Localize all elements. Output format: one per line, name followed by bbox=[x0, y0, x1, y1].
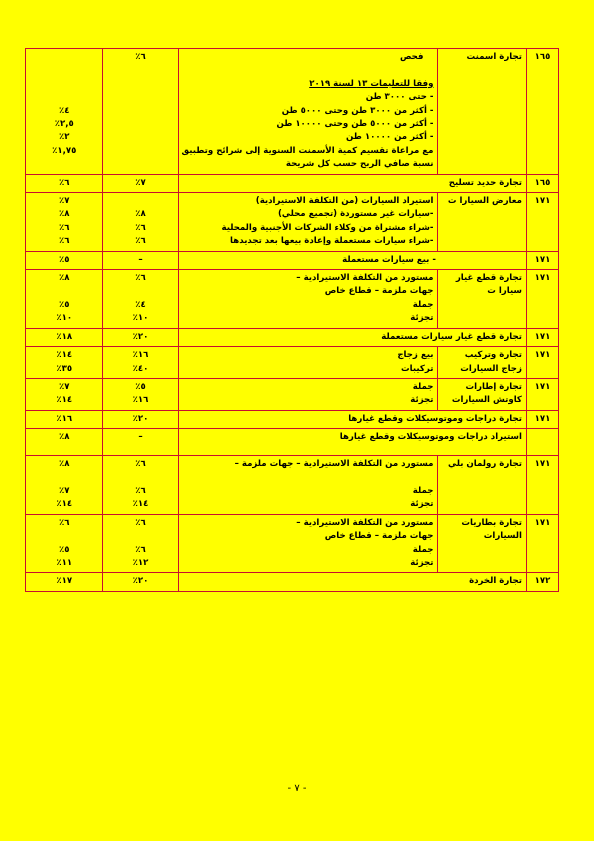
rate-value: ٣٥٪ bbox=[56, 363, 73, 374]
activity-code: ١٧١ bbox=[526, 270, 558, 329]
detail-line: مع مراعاة تقسيم كمية الأسمنت السنوية إلى شرائح وتطبيق bbox=[181, 145, 434, 156]
detail-line: وفقا للتعليمات ١٣ لسنة ٢٠١٩ bbox=[309, 78, 434, 89]
detail-line: -سيارات غير مستوردة (تجميع محلي) bbox=[277, 209, 434, 220]
activity-details bbox=[178, 456, 438, 515]
detail-line: جملة bbox=[412, 485, 434, 496]
rate-column-2 bbox=[26, 378, 103, 410]
detail-line: فحص bbox=[399, 52, 424, 62]
table-row bbox=[26, 193, 559, 252]
detail-line: جهات ملزمة – قطاع خاص bbox=[324, 286, 434, 297]
rate-value: ٦٪ bbox=[135, 273, 146, 284]
rate-value: ٥٪ bbox=[58, 299, 70, 310]
detail-line: - أكثر من ١٠٠٠٠ طن bbox=[346, 132, 434, 143]
detail-line: جهات ملزمة – قطاع خاص bbox=[324, 531, 434, 542]
activity-name: تجارة بطاريات السيارات bbox=[438, 514, 526, 573]
activity-code: ١٧١ bbox=[526, 193, 558, 252]
rate-value: ١٦٪ bbox=[132, 395, 149, 406]
activity-code: ١٧١ bbox=[526, 514, 558, 573]
detail-line: - أكثر من ٥٠٠٠ طن وحتى ١٠٠٠٠ طن bbox=[276, 119, 434, 130]
activity-name: استيراد دراجات وموتوسيكلات وقطع غيارها bbox=[178, 429, 526, 456]
rate-column-2 bbox=[26, 456, 103, 515]
activity-name: تجارة رولمان بلي bbox=[438, 456, 526, 515]
rate-value: ٧٪ bbox=[58, 381, 70, 392]
detail-line: تجزئة bbox=[410, 313, 434, 324]
rate-value: ٧٪ bbox=[103, 174, 178, 192]
rate-value: ١٠٪ bbox=[132, 313, 149, 324]
detail-line: تركيبات bbox=[401, 363, 434, 374]
activity-code: ١٦٥ bbox=[526, 174, 558, 192]
detail-line: -شراء مشتراة من وكلاء الشركات الأجنبية والمحلية bbox=[221, 222, 434, 233]
activity-name: تجارة إطارات كاوتش السيارات bbox=[438, 378, 526, 410]
detail-line: مستورد من التكلفة الاستيرادية – bbox=[296, 273, 434, 284]
table-row bbox=[26, 573, 559, 591]
rate-value: ٥٪ bbox=[135, 381, 146, 392]
rate-value: ٤٪ bbox=[135, 299, 146, 310]
detail-line: جملة bbox=[412, 381, 434, 392]
rate-value: ٧٪ bbox=[58, 196, 70, 207]
rate-column-1 bbox=[103, 193, 178, 252]
rate-value: ١٤٪ bbox=[56, 350, 73, 361]
detail-line: تجزئة bbox=[410, 499, 434, 510]
activity-name: تجارة الخردة bbox=[178, 573, 526, 591]
activity-details bbox=[178, 347, 438, 379]
detail-line: بيع زجاج bbox=[397, 350, 434, 361]
detail-line bbox=[183, 472, 434, 485]
rate-value: ١١٪ bbox=[56, 557, 73, 568]
rate-value: ٥٪ bbox=[26, 251, 103, 269]
rate-value: ٢٠٪ bbox=[103, 573, 178, 591]
rate-value: ٦٪ bbox=[135, 485, 146, 496]
activity-code: ١٧١ bbox=[526, 328, 558, 346]
detail-line: - أكثر من ٣٠٠٠ طن وحتى ٥٠٠٠ طن bbox=[281, 105, 434, 116]
detail-line: مستورد من التكلفة الاستيرادية – bbox=[296, 517, 434, 528]
table-row bbox=[26, 251, 559, 269]
table-row bbox=[26, 429, 559, 456]
rate-column-1 bbox=[103, 347, 178, 379]
activity-code: ١٧١ bbox=[526, 410, 558, 428]
table-row bbox=[26, 347, 559, 379]
detail-line: جملة bbox=[412, 299, 434, 310]
rate-column-1 bbox=[103, 378, 178, 410]
detail-line: جملة bbox=[412, 544, 434, 555]
rate-value: – bbox=[103, 429, 178, 456]
rate-value: – bbox=[103, 251, 178, 269]
rate-column-2 bbox=[26, 193, 103, 252]
activity-name: تجارة اسمنت bbox=[438, 49, 526, 175]
table-row bbox=[26, 410, 559, 428]
rate-value: ٦٪ bbox=[135, 459, 146, 470]
rate-value: ٦٪ bbox=[58, 222, 70, 233]
table-row bbox=[26, 378, 559, 410]
rate-value: ٦٪ bbox=[26, 174, 103, 192]
rate-value: ٦٪ bbox=[58, 517, 70, 528]
table-row bbox=[26, 328, 559, 346]
rate-column-2 bbox=[26, 270, 103, 329]
activity-details bbox=[178, 193, 438, 252]
rate-column-1 bbox=[103, 514, 178, 573]
table-row bbox=[26, 49, 559, 175]
activity-name: تجارة قطع غيار سيارات مستعملة bbox=[178, 328, 526, 346]
activity-details bbox=[178, 49, 438, 175]
page-number: - ٧ - bbox=[287, 783, 307, 794]
rate-value: ٧٪ bbox=[58, 485, 70, 496]
rate-value: ١٦٪ bbox=[26, 410, 103, 428]
rate-value: ٥٪ bbox=[58, 544, 70, 555]
activity-code: ١٧١ bbox=[526, 378, 558, 410]
rate-value: ٦٪ bbox=[135, 517, 146, 528]
activity-code bbox=[526, 429, 558, 456]
activity-name: تجارة دراجات وموتوسيكلات وقطع غيارها bbox=[178, 410, 526, 428]
rate-column-2 bbox=[26, 514, 103, 573]
detail-line bbox=[183, 64, 434, 77]
rate-column-2 bbox=[26, 49, 103, 175]
activity-code: ١٧١ bbox=[526, 347, 558, 379]
detail-line: نسبة صافي الربح حسب كل شريحة bbox=[285, 159, 434, 170]
table-row bbox=[26, 456, 559, 515]
activity-details bbox=[178, 378, 438, 410]
rate-value: ١٧٪ bbox=[26, 573, 103, 591]
detail-line: مستورد من التكلفة الاستيرادية – جهات ملزمة – bbox=[234, 459, 434, 470]
rate-value: ١,٧٥٪ bbox=[52, 145, 77, 156]
rate-column-1 bbox=[103, 270, 178, 329]
activity-code: ١٧١ bbox=[526, 456, 558, 515]
detail-line: تجزئة bbox=[410, 557, 434, 568]
rate-value: ٢٪ bbox=[58, 132, 70, 143]
table-row bbox=[26, 174, 559, 192]
detail-line: استيراد السيارات (من التكلفة الاستيرادية) bbox=[255, 196, 434, 207]
rate-value: ١٢٪ bbox=[132, 557, 149, 568]
rate-value: ٨٪ bbox=[26, 429, 103, 456]
rate-value: ٨٪ bbox=[58, 459, 70, 470]
rate-value: ٨٪ bbox=[58, 273, 70, 284]
rate-value: ٢,٥٪ bbox=[54, 118, 74, 129]
activity-name: تجارة وتركيب زجاج السيارات bbox=[438, 347, 526, 379]
rate-value: ٦٪ bbox=[135, 52, 146, 62]
rate-value: ٤٪ bbox=[58, 105, 70, 116]
rate-value: ٤٠٪ bbox=[132, 363, 149, 374]
rate-column-1 bbox=[103, 49, 178, 175]
activity-details bbox=[178, 270, 438, 329]
rate-value: ١٦٪ bbox=[132, 350, 149, 361]
rate-value: ١٤٪ bbox=[56, 499, 73, 510]
rate-column-2 bbox=[26, 347, 103, 379]
rate-value: ٦٪ bbox=[58, 236, 70, 247]
activity-code: ١٧٢ bbox=[526, 573, 558, 591]
rate-value: ١٤٪ bbox=[132, 499, 149, 510]
rate-value: ٨٪ bbox=[135, 209, 146, 220]
activity-details bbox=[178, 514, 438, 573]
rate-value: ١٤٪ bbox=[56, 395, 73, 406]
activity-name: تجارة قطع غيار سيارا ت bbox=[438, 270, 526, 329]
rate-value: ٦٪ bbox=[135, 236, 146, 247]
detail-line: تجزئة bbox=[410, 395, 434, 406]
rate-value: ٢٠٪ bbox=[103, 328, 178, 346]
table-row bbox=[26, 514, 559, 573]
rate-value: ٢٠٪ bbox=[103, 410, 178, 428]
rate-value: ٨٪ bbox=[58, 209, 70, 220]
activity-name: معارض السيارا ت bbox=[438, 193, 526, 252]
rate-column-1 bbox=[103, 456, 178, 515]
rate-value: ١٨٪ bbox=[26, 328, 103, 346]
activity-name: - بيع سيارات مستعملة bbox=[178, 251, 526, 269]
rate-value: ٦٪ bbox=[135, 222, 146, 233]
detail-line: -شراء سيارات مستعملة وإعادة بيعها بعد تجديدها bbox=[230, 236, 434, 247]
table-row bbox=[26, 270, 559, 329]
rate-value: ١٠٪ bbox=[56, 313, 73, 324]
tax-rates-table bbox=[25, 48, 559, 592]
activity-code: ١٦٥ bbox=[526, 49, 558, 175]
activity-name: تجارة حديد تسليح bbox=[178, 174, 526, 192]
activity-code: ١٧١ bbox=[526, 251, 558, 269]
detail-line: - حتى ٣٠٠٠ طن bbox=[365, 92, 434, 103]
rate-value: ٦٪ bbox=[135, 544, 146, 555]
